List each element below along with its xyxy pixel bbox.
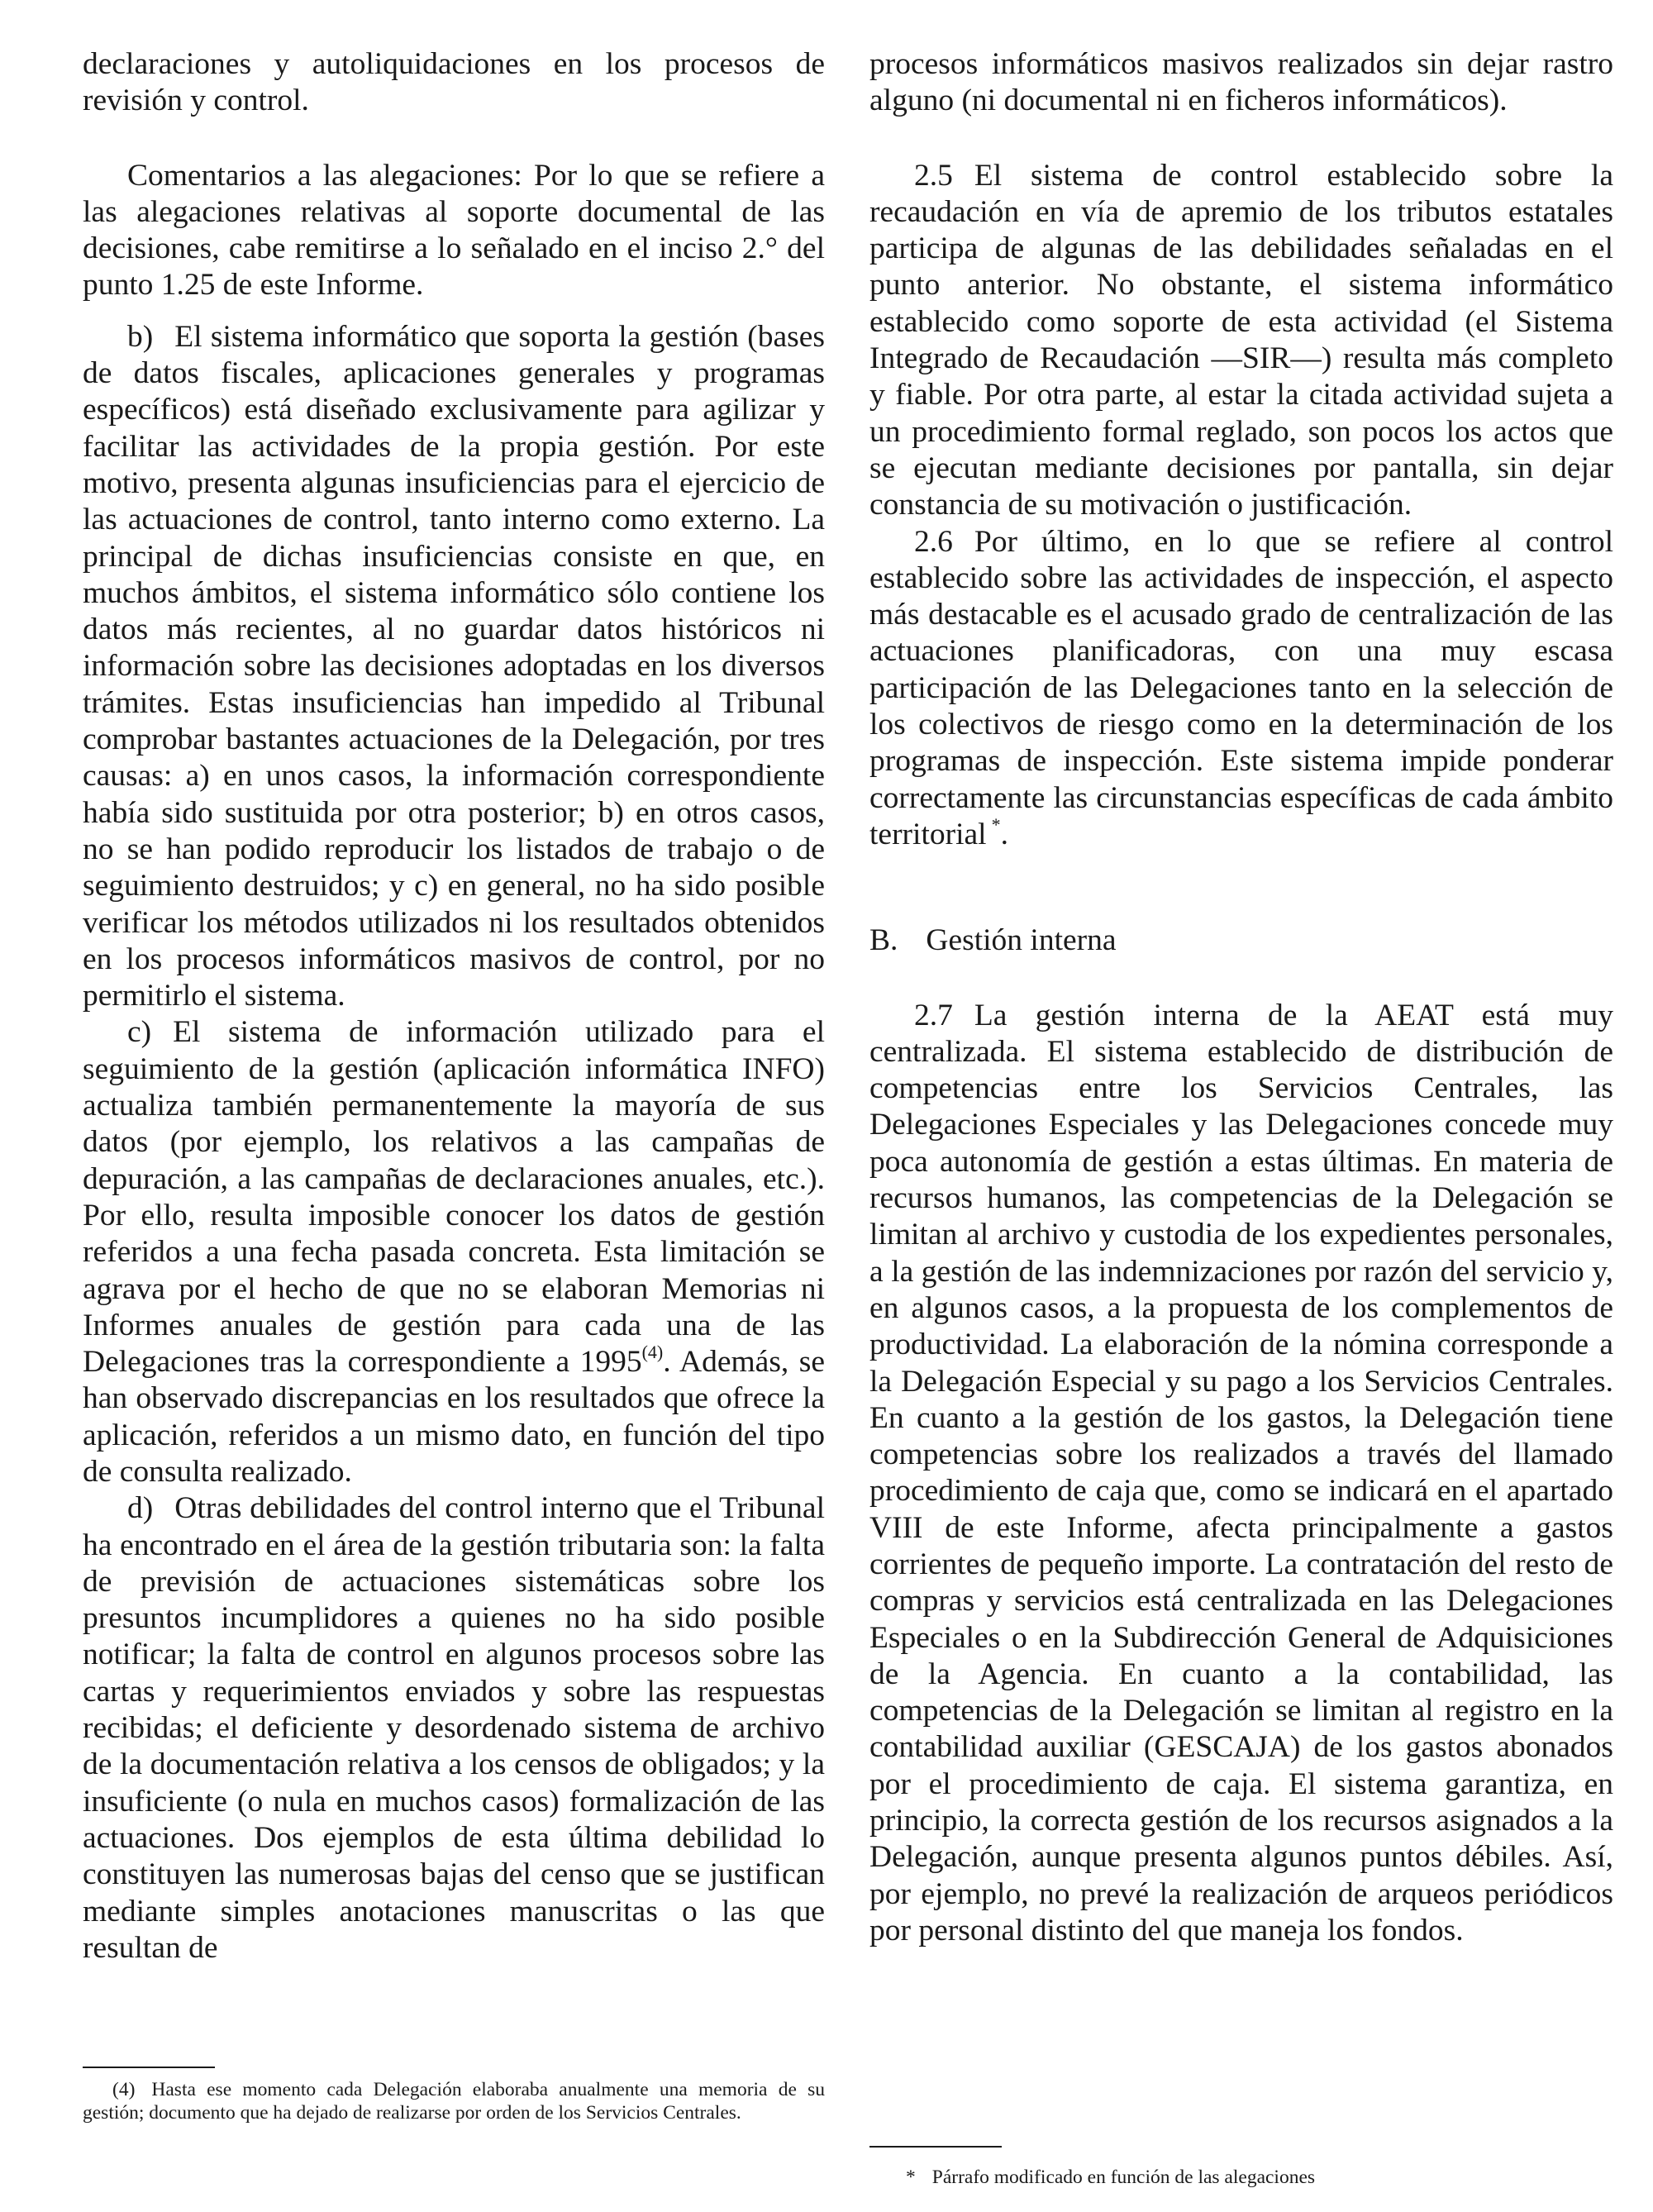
right-column bbox=[869, 46, 1613, 1949]
left-para-continuation: declaraciones y autoliquidaciones en los procesos de revisión y control. bbox=[83, 47, 825, 118]
paragraph-2-6-text: Por último, en lo que se refiere al control establecido sobre las actividades de inspección, el aspecto más destacable es el acusado grado de centralización de las actuaciones planificadoras, con una muy escasa participación de las Delegaciones tanto en la selección de los colectivos de riesgo como en la determinación de los programas de inspección. Este sistema impide ponderar correctamente las circunstancias específicas de cada ámbito territorial bbox=[869, 524, 1613, 851]
item-c-text-end: . Además, se han observado discrepancias en los resultados que ofrece la aplicación, referidos a un mismo dato, en función del tipo de consulta realizado. bbox=[83, 1345, 825, 1489]
footnote-divider-left bbox=[83, 2067, 215, 2068]
paragraph-2-7-text: La gestión interna de la AEAT está muy centralizada. El sistema establecido de distribución de competencias entre los Servicios Centrales, las Delegaciones Especiales y las Delegaciones concede muy poca autonomía de gestión a estas últimas. En materia de recursos humanos, las competencias de la Delegación se limitan al archivo y custodia de los expedientes personales, a la gestión de las indemnizaciones por razón del servicio y, en algunos casos, a la propuesta de los complementos de productividad. La elaboración de la nómina corresponde a la Delegación Especial y su pago a los Servicios Centrales. En cuanto a la gestión de los gastos, la Delegación tiene competencias sobre los realizados a través del llamado procedimiento de caja que, como se indicará en el apartado VIII de este Informe, afecta principalmente a gastos corrientes de pequeño importe. La contratación del resto de compras y servicios está centralizada en las Delegaciones Especiales o en la Subdirección General de Adquisiciones de la Agencia. En cuanto a la contabilidad, las competencias de la Delegación se limitan al registro en la contabilidad auxiliar (GESCAJA) de los gastos abonados por el procedimiento de caja. El sistema garantiza, en principio, la correcta gestión de los recursos asignados a la Delegación, aunque presenta algunos puntos débiles. Así, por ejemplo, no prevé la realización de arqueos periódicos por personal distinto del que maneja los fondos. bbox=[869, 998, 1613, 1947]
item-d-label: d) bbox=[127, 1491, 154, 1526]
item-c-paragraph bbox=[83, 1014, 825, 1490]
section-b-heading bbox=[869, 922, 1613, 959]
item-d-text: Otras debilidades del control interno que el Tribunal ha encontrado en el área de la gestión tributaria son: la falta de previsión de actuaciones sistemáticas sobre los presuntos incumplidores a quienes no ha sido posible notificar; la falta de control en algunos procesos sobre las cartas y requerimientos enviados y sobre las respuestas recibidas; el deficiente y desordenado sistema de archivo de la documentación relativa a los censos de obligados; y la insuficiente (o nula en muchos casos) formalización de las actuaciones. Dos ejemplos de esta última debilidad lo constituyen las numerosas bajas del censo que se justifican mediante simples anotaciones manuscritas o las que resultan de bbox=[83, 1491, 825, 1965]
footnote-ref-4[interactable]: (4) bbox=[641, 1342, 664, 1363]
item-d-paragraph bbox=[83, 1490, 825, 1966]
footnote-4-text: Hasta ese momento cada Delegación elaboraba anualmente una memoria de su gestión; documento que ha dejado de realizarse por orden de los Servicios Centrales. bbox=[83, 2079, 825, 2124]
item-b-label: b) bbox=[127, 319, 154, 354]
item-b-paragraph bbox=[83, 319, 825, 1015]
paragraph-2-6-number: 2.6 bbox=[914, 524, 953, 559]
footnote-asterisk-text: Párrafo modificado en función de las alegaciones bbox=[931, 2167, 1316, 2188]
paragraph-2-7-number: 2.7 bbox=[914, 998, 953, 1032]
left-column bbox=[83, 46, 825, 1966]
item-c-label: c) bbox=[127, 1015, 152, 1050]
asterisk-note-ref[interactable]: * bbox=[991, 813, 1001, 835]
paragraph-2-6 bbox=[869, 524, 1613, 854]
footnote-divider-right bbox=[869, 2146, 1002, 2148]
section-b-letter: B. bbox=[869, 923, 898, 958]
paragraph-2-6-end: . bbox=[1000, 817, 1008, 851]
item-b-text: El sistema informático que soporta la gestión (bases de datos fiscales, aplicaciones generales y programas específicos) está diseñado exclusivamente para agilizar y facilitar las actividades de la propia gestión. Por este motivo, presenta algunas insuficiencias para el ejercicio de las actuaciones de control, tanto interno como externo. La principal de dichas insuficiencias consiste en que, en muchos ámbitos, el sistema informático sólo contiene los datos más recientes, al no guardar datos históricos ni información sobre las decisiones adoptadas en los diversos trámites. Estas insuficiencias han impedido al Tribunal comprobar bastantes actuaciones de la Delegación, por tres causas: a) en unos casos, la información correspondiente había sido sustituida por otra posterior; b) en otros casos, no se han podido reproducir los listados de trabajo o de seguimiento destruidos; y c) en general, no ha sido posible verificar los métodos utilizados ni los resultados obtenidos en los procesos informáticos masivos de control, por no permitirlo el sistema. bbox=[83, 319, 825, 1013]
paragraph-2-5 bbox=[869, 158, 1613, 524]
footnote-asterisk-mark: * bbox=[906, 2167, 916, 2188]
section-b-title: Gestión interna bbox=[926, 923, 1117, 958]
item-c-text: El sistema de información utilizado para el seguimiento de la gestión (aplicación informática INFO) actualiza también permanentemente la mayoría de sus datos (por ejemplo, los relativos a las campañas de depuración, a las campañas de declaraciones anuales, etc.). Por ello, resulta imposible conocer los datos de gestión referidos a una fecha pasada concreta. Esta limitación se agrava por el hecho de que no se elaboran Memorias ni Informes anuales de gestión para cada una de las Delegaciones tras la correspondiente a 1995 bbox=[83, 1015, 825, 1380]
comentarios-paragraph: Comentarios a las alegaciones: Por lo que se refiere a las alegaciones relativas al soporte documental de las decisiones, cabe remitirse a lo señalado en el inciso 2.° del punto 1.25 de este Informe. bbox=[83, 158, 825, 303]
footnote-4 bbox=[83, 2078, 825, 2125]
paragraph-2-5-text: El sistema de control establecido sobre la recaudación en vía de apremio de los tributos estatales participa de algunas de las debilidades señaladas en el punto anterior. No obstante, el sistema informático establecido como soporte de esta actividad (el Sistema Integrado de Recaudación —SIR—) resulta más completo y fiable. Por otra parte, al estar la citada actividad sujeta a un procedimiento formal reglado, son pocos los actos que se ejecutan mediante decisiones por pantalla, sin dejar constancia de su motivación o justificación. bbox=[869, 158, 1613, 522]
footnote-4-mark: (4) bbox=[112, 2079, 136, 2100]
footnote-asterisk bbox=[906, 2166, 1617, 2189]
paragraph-2-7 bbox=[869, 998, 1613, 1950]
paragraph-2-5-number: 2.5 bbox=[914, 158, 953, 193]
right-para-continuation: procesos informáticos masivos realizados sin dejar rastro alguno (ni documental ni en ficheros informáticos). bbox=[869, 47, 1613, 118]
